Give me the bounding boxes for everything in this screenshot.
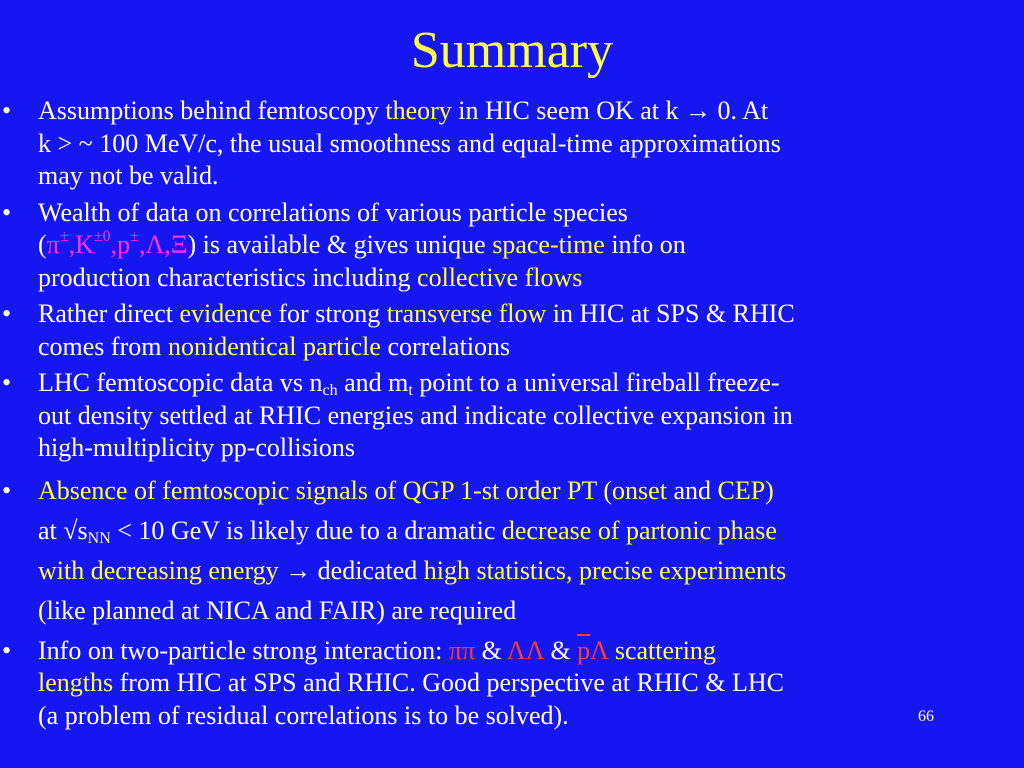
text: & — [543, 635, 578, 665]
bullet-item-femtoscopy-theory — [0, 95, 1024, 193]
text: ( — [38, 230, 47, 259]
lambda-symbol: Λ — [590, 635, 609, 665]
highlight-text: scattering — [614, 635, 716, 665]
bullet-marker: • — [2, 635, 12, 665]
text: for strong — [271, 299, 387, 328]
text: Info on two-particle strong interaction: — [38, 635, 449, 665]
species-list — [47, 230, 188, 259]
subscript: t — [408, 382, 413, 399]
bullet-item-scattering-lengths — [0, 635, 1024, 733]
hyperon-symbols: ,Λ,Ξ — [138, 230, 188, 259]
lambda-pair-symbol: ΛΛ — [506, 635, 544, 665]
highlight-text: decrease of partonic phase — [501, 515, 777, 545]
kaon-symbol: K — [75, 230, 94, 259]
bullet-item-particle-species — [0, 197, 1024, 295]
proton-symbol: p — [117, 230, 131, 259]
pion-symbol: π — [46, 230, 60, 259]
highlight-text: theory — [385, 96, 452, 125]
text: info on — [604, 230, 686, 259]
text: out density settled at RHIC energies and indicate collective expansion in — [38, 400, 793, 430]
text: ) is available & gives unique — [187, 230, 493, 259]
page-number: 66 — [918, 708, 934, 725]
text: at √s — [38, 515, 88, 545]
highlight-text: CEP) — [717, 475, 774, 505]
charge-superscript: ±0 — [93, 228, 111, 245]
text: and m — [337, 368, 409, 397]
highlight-text: transverse flow — [386, 299, 547, 328]
text: point to a universal fireball freeze- — [412, 368, 780, 397]
text: comes from — [38, 331, 168, 361]
charge-superscript: ± — [130, 228, 139, 245]
highlight-text: lengths — [38, 668, 114, 697]
subscript: ch — [322, 382, 338, 399]
text: LHC femtoscopic data vs n — [38, 368, 323, 397]
text: from HIC at SPS and RHIC. Good perspective at RHIC & LHC — [113, 668, 784, 697]
bullet-marker: • — [2, 197, 12, 227]
bullet-item-qgp-absence — [0, 471, 1024, 631]
text: in HIC at SPS & RHIC — [546, 299, 795, 328]
text: Assumptions behind femtoscopy — [38, 96, 386, 125]
text: < 10 GeV is likely due to a dramatic — [110, 515, 502, 545]
text: Wealth of data on correlations of various particle species — [38, 197, 628, 227]
separator: , — [110, 230, 118, 259]
text: Rather direct — [38, 299, 180, 328]
text: like planned at NICA and FAIR) are required — [46, 595, 517, 625]
slide-title: Summary — [410, 22, 614, 79]
antiproton-symbol: $\overline{p}$ — [577, 635, 591, 665]
text: high-multiplicity pp-collisions — [38, 433, 356, 462]
bullet-item-transverse-flow — [0, 298, 1024, 363]
text: and — [666, 475, 718, 505]
bullet-marker: • — [2, 475, 12, 505]
separator: , — [68, 230, 76, 259]
highlight-text: Absence of femtoscopic signals of QGP 1-st order PT (onset — [38, 475, 667, 505]
bullet-marker: • — [2, 96, 12, 125]
highlight-text: space-time — [492, 230, 605, 259]
pion-pair-symbol: ππ — [448, 635, 476, 665]
highlight-text: high statistics, precise experiments — [423, 555, 787, 585]
highlight-text: ( — [38, 595, 47, 625]
text: (a problem of residual correlations is to be solved). — [38, 700, 569, 730]
text: correlations — [380, 331, 511, 361]
text: in HIC seem OK at k → 0. At — [451, 96, 769, 125]
highlight-text: evidence — [179, 299, 272, 328]
bullet-item-lhc-femtoscopic — [0, 367, 1024, 465]
highlight-text: collective flows — [417, 262, 583, 292]
bullet-marker: • — [2, 368, 12, 397]
text: k > ~ 100 MeV/c, the usual smoothness and equal-time approximations — [38, 128, 781, 158]
subscript: NN — [87, 529, 111, 547]
highlight-text: nonidentical particle — [167, 331, 381, 361]
text: may not be valid. — [38, 161, 219, 190]
bullet-list — [0, 95, 1024, 736]
text: production characteristics including — [38, 262, 418, 292]
charge-superscript: ± — [59, 228, 69, 245]
text: & — [475, 635, 507, 665]
highlight-text: with decreasing energy — [38, 555, 279, 585]
bullet-marker: • — [2, 299, 12, 328]
text: → dedicated — [278, 555, 424, 585]
